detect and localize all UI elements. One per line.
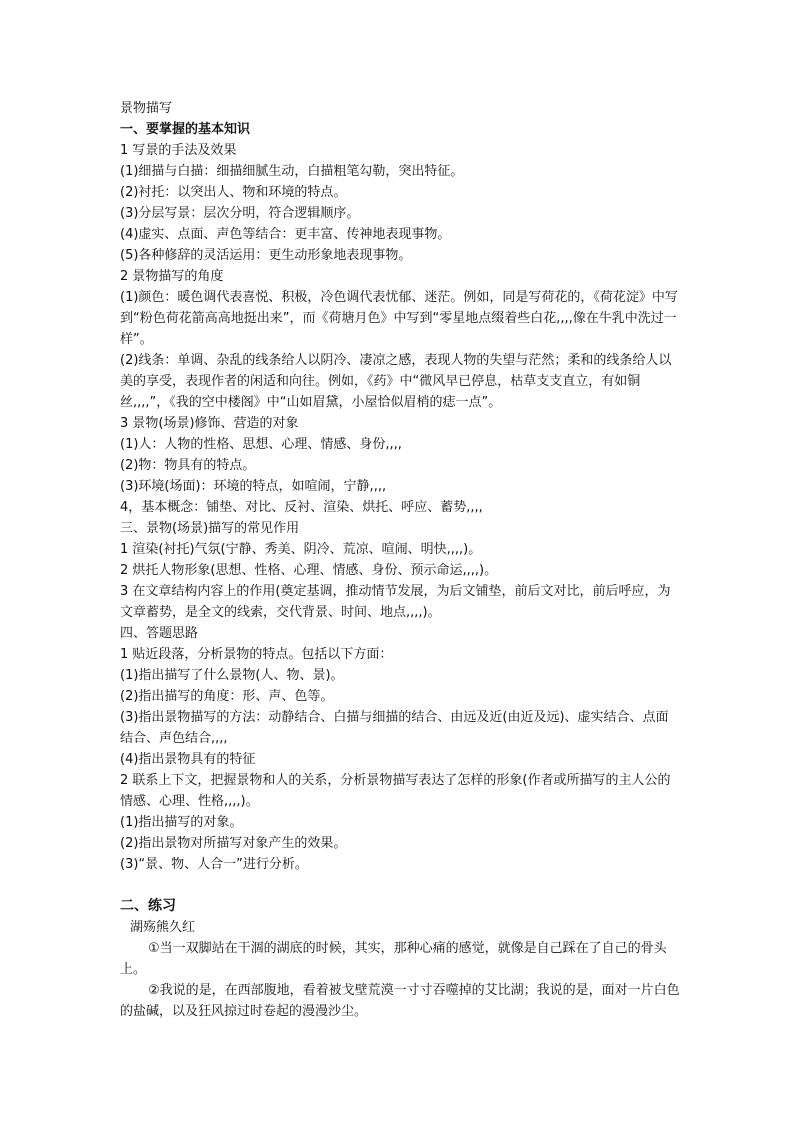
text-line: (2)衬托：以突出人、物和环境的特点。: [120, 185, 347, 200]
text-paragraph: 3 在文章结构内容上的作用(奠定基调，推动情节发展，为后文铺垫，前后文对比，前后呼应，为文章蓄势，是全文的线索，交代背景、时间、地点,,,,)。: [120, 584, 671, 620]
text-line: (4)虚实、点面、声色等结合：更丰富、传神地表现事物。: [120, 227, 451, 242]
text-line: (1)细描与白描：细描细腻生动，白描粗笔勾勒，突出特征。: [120, 164, 464, 179]
section-2-title: 二、练习: [120, 898, 176, 914]
section-3-title: 三、景物(场景)描写的常见作用: [120, 521, 300, 536]
text-line: (4)指出景物具有的特征: [120, 752, 256, 767]
text-line: 1 写景的手法及效果: [120, 143, 237, 158]
section-1-title: 一、要掌握的基本知识: [120, 122, 251, 137]
text-line: (1)人：人物的性格、思想、心理、情感、身份,,,,: [120, 437, 402, 452]
document-body: [120, 98, 680, 1022]
text-line: (3)分层写景：层次分明，符合逻辑顺序。: [120, 206, 360, 221]
text-line: (1)指出描写的对象。: [120, 815, 243, 830]
text-line: 2 景物描写的角度: [120, 269, 224, 284]
section-4-title: 四、答题思路: [120, 626, 199, 641]
text-line: 1 贴近段落，分析景物的特点。包括以下方面：: [120, 647, 393, 662]
passage-title: 湖殇熊久红: [130, 920, 196, 935]
passage-paragraph: ②我说的是，在西部腹地，看着被戈壁荒漠一寸寸吞噬掉的艾比湖；我说的是，面对一片白色的盐碱，以及狂风掠过时卷起的漫漫沙尘。: [120, 983, 680, 1019]
text-line: (1)指出描写了什么景物(人、物、景)。: [120, 668, 344, 683]
text-line: (3)环境(场面)：环境的特点，如喧闹，宁静,,,,: [120, 479, 387, 494]
text-line: (2)指出描写的角度：形、声、色等。: [120, 689, 334, 704]
doc-title: 景物描写: [120, 101, 173, 116]
text-paragraph: (1)颜色：暖色调代表喜悦、积极，冷色调代表忧郁、迷茫。例如，同是写荷花的，《荷花淀》中写到“粉色荷花箭高高地挺出来”，而《荷塘月色》中写到“零星地点缀着些白花,,,,像在牛乳中洗过一样”。: [120, 290, 678, 347]
text-line: 4，基本概念：铺垫、对比、反衬、渲染、烘托、呼应、蓄势,,,,: [120, 500, 483, 515]
text-line: (2)物：物具有的特点。: [120, 458, 256, 473]
text-line: 1 渲染(衬托)气氛(宁静、秀美、阴冷、荒凉、喧闹、明快,,,,)。: [120, 542, 482, 557]
text-line: 2 烘托人物形象(思想、性格、心理、情感、身份、预示命运,,,,)。: [120, 563, 498, 578]
text-line: (3)“景、物、人合一”进行分析。: [120, 857, 308, 872]
text-paragraph: (2)线条：单调、杂乱的线条给人以阴冷、凄凉之感，表现人物的失望与茫然；柔和的线条给人以美的享受，表现作者的闲适和向往。例如，《药》中“微风早已停息，枯草支支直立，有如铜丝,,,,”，《我的空中楼阁》中“山如眉黛，小屋恰似眉梢的痣一点”。: [120, 353, 672, 410]
text-line: (5)各种修辞的灵活运用：更生动形象地表现事物。: [120, 248, 412, 263]
text-paragraph: 2 联系上下文，把握景物和人的关系，分析景物描写表达了怎样的形象(作者或所描写的主人公的情感、心理、性格,,,,)。: [120, 773, 671, 809]
text-line: 3 景物(场景)修饰、营造的对象: [120, 416, 299, 431]
passage-paragraph: ①当一双脚站在干涸的湖底的时候，其实，那种心痛的感觉，就像是自己踩在了自己的骨头上。: [120, 941, 667, 977]
text-paragraph: (3)指出景物描写的方法：动静结合、白描与细描的结合、由远及近(由近及远)、虚实结合、点面结合、声色结合,,,,: [120, 710, 669, 746]
text-line: (2)指出景物对所描写对象产生的效果。: [120, 836, 347, 851]
